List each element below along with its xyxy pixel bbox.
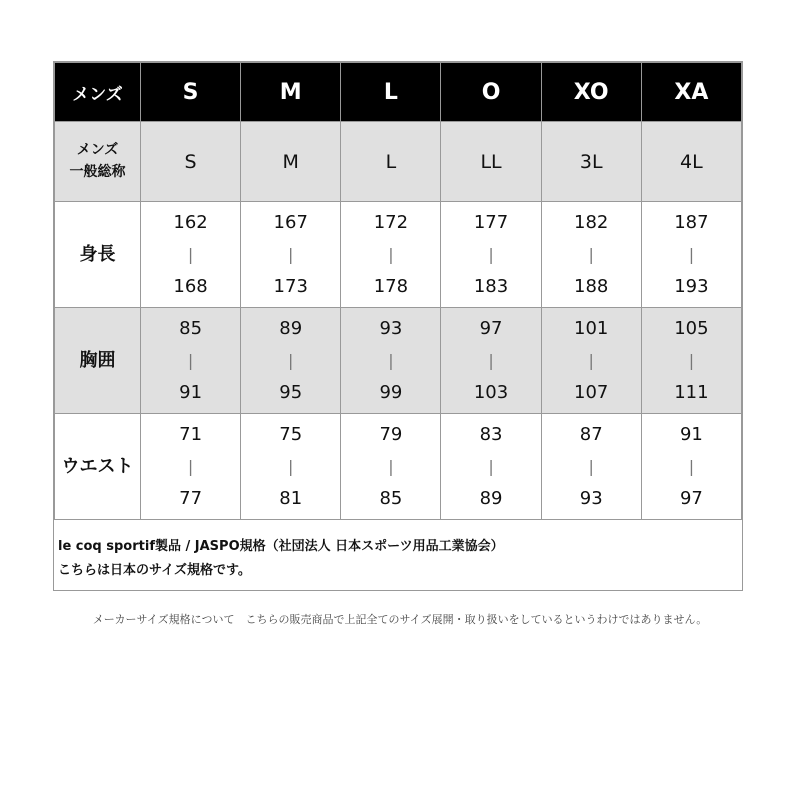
size-header-row <box>55 63 742 122</box>
range-cell <box>241 414 341 520</box>
general-size-cell: S <box>141 122 241 202</box>
range-max: 168 <box>173 275 208 297</box>
range-separator: | <box>588 456 594 476</box>
range-max: 95 <box>279 381 303 403</box>
height-row <box>55 202 742 308</box>
range-max: 89 <box>479 487 503 509</box>
range-min: 97 <box>479 317 503 339</box>
general-size-cell: L <box>341 122 441 202</box>
range-max: 91 <box>179 381 203 403</box>
range-max: 97 <box>679 487 703 509</box>
range-max: 107 <box>574 381 609 403</box>
general-size-cell: 3L <box>541 122 641 202</box>
range-separator: | <box>187 244 194 264</box>
size-header-cell: XO <box>541 63 641 122</box>
range-separator: | <box>688 244 695 264</box>
range-max: 103 <box>473 381 509 403</box>
range-separator: | <box>488 456 494 476</box>
range-min: 172 <box>373 211 409 233</box>
range-min: 182 <box>574 211 609 233</box>
range-separator: | <box>388 244 394 264</box>
range-max: 188 <box>574 275 609 297</box>
general-size-row <box>55 122 742 202</box>
range-max: 111 <box>674 381 709 403</box>
range-cell <box>341 414 441 520</box>
range-min: 85 <box>179 317 203 339</box>
range-separator: | <box>588 350 594 370</box>
range-separator: | <box>688 350 695 370</box>
range-min: 89 <box>279 317 303 339</box>
range-cell <box>241 202 341 308</box>
range-min: 79 <box>379 423 403 445</box>
range-separator: | <box>588 244 594 264</box>
range-max: 81 <box>279 487 303 509</box>
size-header-cell: S <box>141 63 241 122</box>
range-max: 183 <box>473 275 509 297</box>
chest-label: 胸囲 <box>55 308 141 414</box>
range-cell <box>341 308 441 414</box>
size-chart-frame <box>53 61 743 591</box>
size-header-cell: O <box>441 63 541 122</box>
range-separator: | <box>488 350 494 370</box>
range-cell <box>341 202 441 308</box>
range-max: 99 <box>379 381 403 403</box>
range-cell <box>441 414 541 520</box>
waist-label: ウエスト <box>55 414 141 520</box>
general-size-cell: M <box>241 122 341 202</box>
range-min: 105 <box>674 317 709 339</box>
range-cell <box>441 202 541 308</box>
range-min: 71 <box>179 423 203 445</box>
range-min: 83 <box>479 423 503 445</box>
range-separator: | <box>288 456 294 476</box>
general-size-cell: 4L <box>641 122 741 202</box>
range-cell <box>241 308 341 414</box>
range-min: 162 <box>173 211 208 233</box>
general-size-cell: LL <box>441 122 541 202</box>
size-chart-table <box>54 62 742 520</box>
range-max: 178 <box>373 275 409 297</box>
range-separator: | <box>288 350 294 370</box>
range-cell <box>641 414 741 520</box>
size-notes <box>58 535 504 583</box>
range-max: 193 <box>674 275 709 297</box>
size-header-cell: L <box>341 63 441 122</box>
range-min: 167 <box>273 211 308 233</box>
range-min: 187 <box>674 211 709 233</box>
range-cell <box>141 202 241 308</box>
header-label: メンズ <box>55 63 141 122</box>
range-cell <box>641 202 741 308</box>
range-separator: | <box>388 350 394 370</box>
range-separator: | <box>688 456 695 476</box>
range-max: 173 <box>273 275 308 297</box>
range-min: 91 <box>679 423 703 445</box>
range-cell <box>641 308 741 414</box>
waist-row <box>55 414 742 520</box>
general-size-label <box>55 122 141 202</box>
range-cell <box>541 414 641 520</box>
size-header-cell: M <box>241 63 341 122</box>
range-cell <box>541 202 641 308</box>
range-max: 85 <box>379 487 403 509</box>
range-separator: | <box>288 244 294 264</box>
range-min: 75 <box>279 423 303 445</box>
range-min: 177 <box>473 211 509 233</box>
range-separator: | <box>187 456 194 476</box>
range-cell <box>141 414 241 520</box>
range-separator: | <box>488 244 494 264</box>
range-cell <box>541 308 641 414</box>
general-label-line2: 一般総称 <box>69 163 126 180</box>
note-standard: le coq sportif製品 / JASPO規格（社団法人 日本スポーツ用品工業協会） <box>58 539 504 554</box>
range-max: 77 <box>179 487 203 509</box>
range-min: 87 <box>579 423 603 445</box>
chest-row <box>55 308 742 414</box>
height-label: 身長 <box>55 202 141 308</box>
range-min: 101 <box>574 317 609 339</box>
range-cell <box>441 308 541 414</box>
range-separator: | <box>388 456 394 476</box>
range-min: 93 <box>379 317 403 339</box>
note-japan: こちらは日本のサイズ規格です。 <box>58 563 251 578</box>
footer-disclaimer: メーカーサイズ規格について こちらの販売商品で上記全てのサイズ展開・取り扱いをしているというわけではありません。 <box>92 613 708 626</box>
size-header-cell: XA <box>641 63 741 122</box>
range-cell <box>141 308 241 414</box>
range-separator: | <box>187 350 194 370</box>
general-label-line1: メンズ <box>76 141 119 158</box>
range-max: 93 <box>579 487 603 509</box>
